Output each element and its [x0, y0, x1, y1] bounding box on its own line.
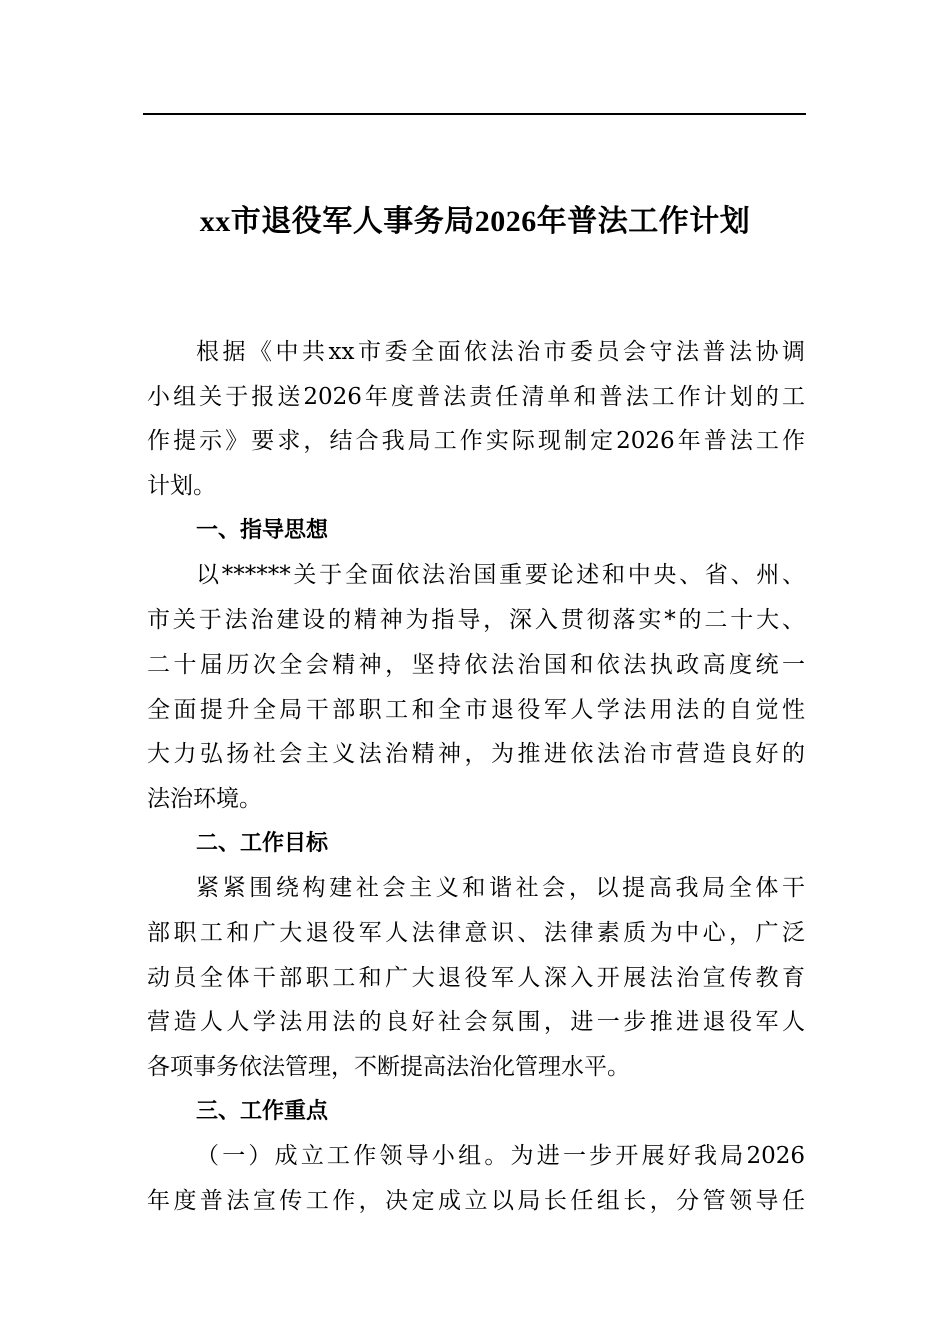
text-line: 动员全体干部职工和广大退役军人深入开展法治宣传教育 — [147, 964, 805, 991]
section-heading — [147, 1090, 805, 1135]
text-line: 部职工和广大退役军人法律意识、法律素质为中心，广泛 — [147, 919, 805, 946]
text-line: 年度普法宣传工作，决定成立以局长任组长，分管领导任 — [147, 1188, 805, 1215]
document-title: xx市退役军人事务局2026年普法工作计划 — [199, 205, 751, 238]
text-line: 作提示》要求，结合我局工作实际现制定2026年普法工作 — [147, 428, 805, 455]
paragraph — [147, 330, 805, 509]
text-line: 三、工作重点 — [196, 1098, 329, 1124]
document-body — [147, 330, 805, 1224]
paragraph — [147, 553, 805, 821]
paragraph — [147, 1134, 805, 1223]
text-line: 以******关于全面依法治国重要论述和中央、省、州、 — [196, 562, 805, 589]
text-line: 计划。 — [147, 473, 216, 500]
text-line: 全面提升全局干部职工和全市退役军人学法用法的自觉性 — [147, 696, 805, 723]
text-line: 各项事务依法管理，不断提高法治化管理水平。 — [147, 1054, 630, 1080]
text-line: 紧紧围绕构建社会主义和谐社会，以提高我局全体干 — [196, 875, 805, 902]
text-line: 一、指导思想 — [196, 517, 329, 543]
text-line: （一）成立工作领导小组。为进一步开展好我局2026 — [196, 1143, 805, 1170]
text-line: 根据《中共xx市委全面依法治市委员会守法普法协调 — [196, 339, 805, 365]
text-line: 法治环境。 — [147, 785, 262, 812]
section-heading — [147, 509, 805, 554]
text-line: 市关于法治建设的精神为指导，深入贯彻落实*的二十大、 — [147, 607, 805, 634]
text-line: 大力弘扬社会主义法治精神，为推进依法治市营造良好的 — [147, 741, 805, 768]
text-line: 二、工作目标 — [196, 830, 329, 856]
section-heading — [147, 822, 805, 867]
header-rule — [143, 113, 806, 115]
text-line: 小组关于报送2026年度普法责任清单和普法工作计划的工 — [147, 383, 805, 410]
text-line: 二十届历次全会精神，坚持依法治国和依法执政高度统一 — [147, 651, 805, 678]
text-line: 营造人人学法用法的良好社会氛围，进一步推进退役军人 — [147, 1009, 805, 1036]
paragraph — [147, 866, 805, 1089]
